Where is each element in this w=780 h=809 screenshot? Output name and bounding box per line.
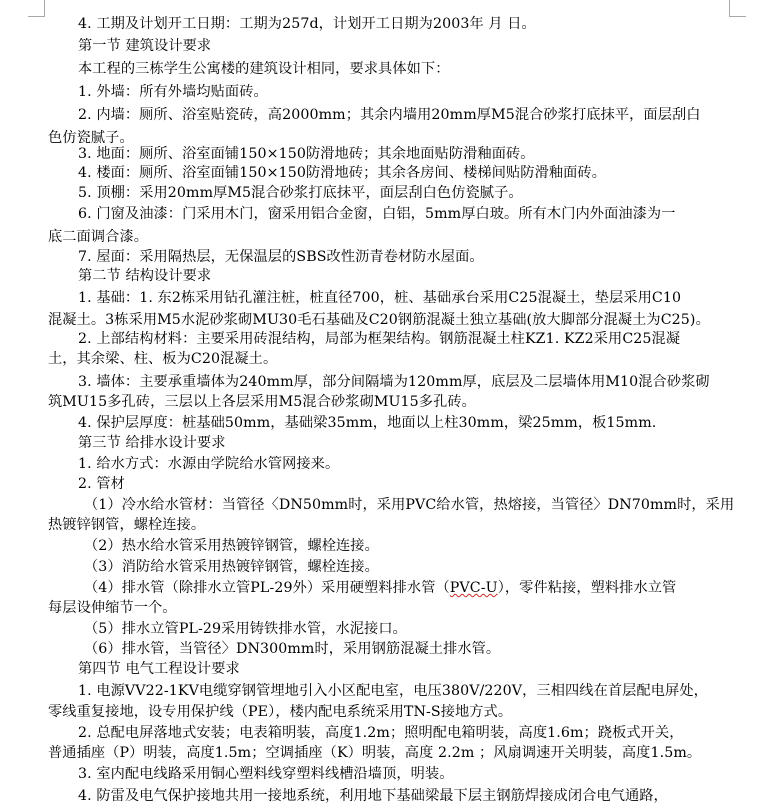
text-line: 4. 工期及计划开工日期：工期为257d，计划开工日期为2003年 月 日。 [78,16,536,32]
text-line: 4. 防雷及电气保护接地共用一接地系统，利用地下基础梁最下层主钢筋焊接成闭合电气通路， [78,788,668,804]
text-line: 每层设伸缩节一个。 [48,600,177,616]
text-line: （2）热水给水管采用热镀锌钢管，螺栓连接。 [84,538,379,554]
text-line: 混凝土。3栋采用M5水泥砂浆砌MU30毛石基础及C20钢筋混凝土独立基础(放大脚部分混凝土为C25)。 [48,312,710,328]
text-line: （1）冷水给水管材：当管径〈DN50mm时，采用PVC给水管，热熔接，当管径〉DN70mm时，采用 [84,497,735,513]
section-heading: 第一节 建筑设计要求 [78,38,212,54]
text-line: 普通插座（P）明装，高度1.5m；空调插座（K）明装，高度 2.2m ；风扇调速开关明装，高度1.5m。 [48,745,702,761]
text-segment: ），零件粘接，塑料排水立管 [497,580,677,596]
text-line: 4. 楼面：厕所、浴室面铺150×150防滑地砖；其余各房间、楼梯间贴防滑釉面砖。 [78,165,607,181]
text-line: 零线重复接地，设专用保护线（PE），楼内配电系统采用TN-S接地方式。 [48,704,513,720]
spellcheck-underlined-word: PVC-U [449,580,498,596]
text-line: 色仿瓷腻子。 [48,130,134,146]
text-line: 3. 室内配电线路采用铜心塑料线穿塑料线槽沿墙顶，明装。 [78,766,454,782]
text-line: 7. 屋面：采用隔热层，无保温层的SBS改性沥青卷材防水屋面。 [78,249,484,265]
text-line: 6. 门窗及油漆：门采用木门，窗采用铝合金窗，白铝，5mm厚白玻。所有木门内外面油漆为一 [78,206,676,222]
text-line: 3. 地面：厕所、浴室面铺150×150防滑地砖；其余地面贴防滑釉面砖。 [78,146,535,162]
text-line: 热镀锌钢管，螺栓连接。 [48,517,206,533]
text-segment: （4）排水管（除排水立管PL-29外）采用硬塑料排水管（ [84,580,450,596]
text-line: 1. 电源VV22-1KV电缆穿钢管埋地引入小区配电室，电压380V/220V，三相四线在首层配电屏处， [78,683,708,699]
text-line: 土，其余梁、柱、板为C20混凝土。 [48,351,278,367]
text-line: 2. 内墙：厕所、浴室贴瓷砖，高2000mm；其余内墙用20mm厚M5混合砂浆打底抹平，面层刮白 [78,107,701,123]
text-line: 4. 保护层厚度：桩基础50mm，基础梁35mm，地面以上柱30mm，梁25mm，板15mm. [78,415,657,431]
page-corner-mark-right [729,0,746,17]
text-line: 2. 总配电屏落地式安装；电表箱明装，高度1.2m；照明配电箱明装，高度1.6m；跷板式开关， [78,725,684,741]
text-line: 2. 管材 [78,476,125,492]
text-line: 底二面调合漆。 [48,229,149,245]
section-heading: 第四节 电气工程设计要求 [78,661,240,677]
text-line: 1. 给水方式：水源由学院给水管网接来。 [78,456,340,472]
text-line: 本工程的三栋学生公寓楼的建筑设计相同，要求具体如下： [78,61,450,77]
text-line: 2. 上部结构材料：主要采用砖混结构，局部为框架结构。钢筋混凝土柱KZ1. KZ2采用C25混凝 [78,331,681,347]
text-line: （5）排水立管PL-29采用铸铁排水管，水泥接口。 [84,621,407,637]
text-line: 3. 墙体：主要承重墙体为240mm厚，部分间隔墙为120mm厚，底层及二层墙体用M10混合砂浆砌 [78,374,710,390]
section-heading: 第三节 给排水设计要求 [78,435,226,451]
text-line: （6）排水管，当管径〉DN300mm时，采用钢筋混凝土排水管。 [84,641,501,657]
text-line: 筑MU15多孔砖，三层以上各层采用M5混合砂浆砌MU15多孔砖。 [48,394,476,410]
text-line: 5. 顶棚：采用20mm厚M5混合砂浆打底抹平，面层刮白色仿瓷腻子。 [78,185,523,201]
section-heading: 第二节 结构设计要求 [78,268,212,284]
page-corner-mark-left [28,0,45,17]
text-line: 1. 基础：1. 东2栋采用钻孔灌注桩，桩直径700，桩、基础承台采用C25混凝土，垫层采用C10 [78,290,682,306]
text-line: （3）消防给水管采用热镀锌钢管，螺栓连接。 [84,559,379,575]
text-line: 1. 外墙：所有外墙均贴面砖。 [78,84,268,100]
